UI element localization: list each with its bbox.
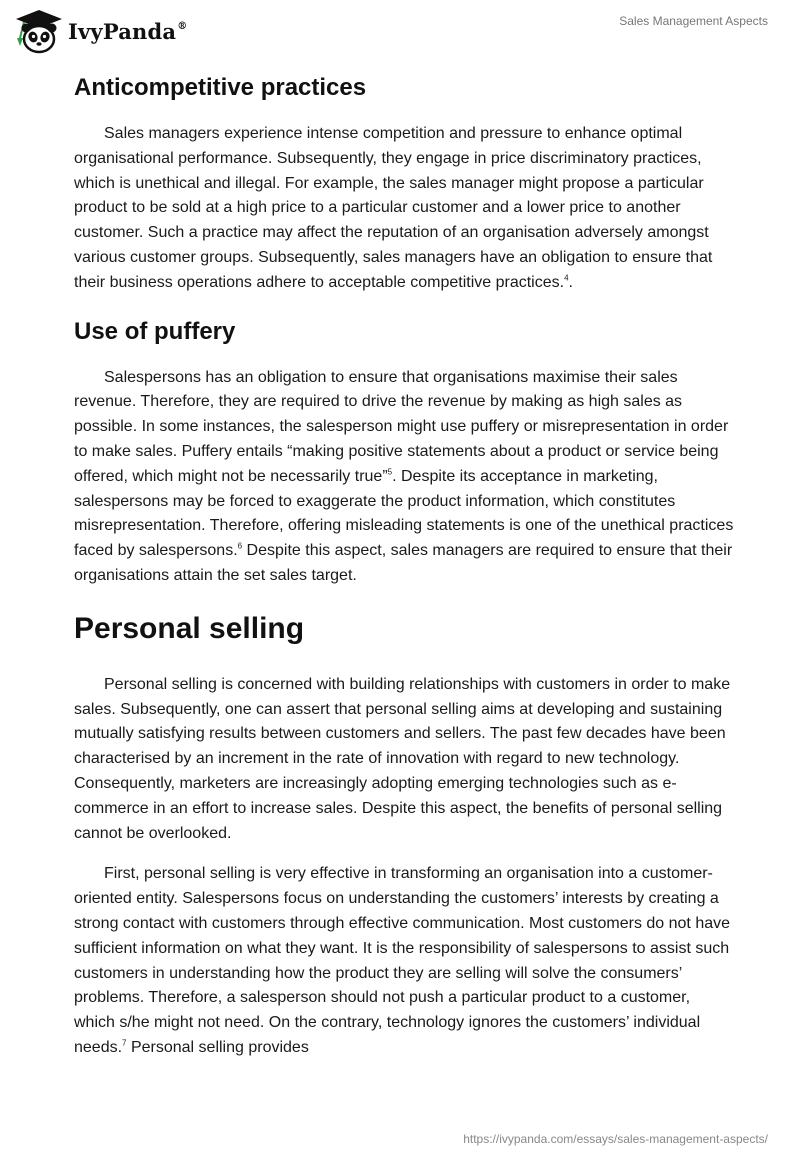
page-header: [0, 0, 800, 66]
paragraph-personal-selling-1: Personal selling is concerned with building relationships with customers in order to make sales. Subsequently, one can assert that personal selling aims at developing and sustaining mutually satisfying results between customers and sellers. The past few decades have been characterised by an increment in the rate of innovation with regard to new technology. Consequently, marketers are increasingly adopting emerging technologies such as e-commerce in an effort to increase sales. Despite this aspect, the benefits of personal selling cannot be overlooked.: [74, 675, 731, 842]
panda-graduate-icon: [14, 8, 64, 54]
brand-name: IvyPanda®: [68, 18, 188, 44]
essay-body: [74, 70, 734, 1061]
brand-logo[interactable]: [14, 8, 187, 54]
footnote-ref[interactable]: 6: [237, 541, 243, 551]
section-heading-puffery: Use of puffery: [74, 317, 236, 345]
footnote-ref[interactable]: 5: [387, 467, 393, 477]
footnote-ref[interactable]: 4: [564, 273, 569, 283]
paragraph-anticompetitive: Sales managers experience intense competition and pressure to enhance optimal organisational performance. Subsequently, they engage in price discriminatory practices, which is unethical and illegal. For example, the sales manager might propose a particular product to be sold at a high price to a particular customer and a lower price to another customer. Such a practice may affect the reputation of an organisation adversely amongst various customer groups. Subsequently, sales managers have an obligation to ensure that their business operations adhere to acceptable competitive practices.$^4$.: [74, 125, 713, 291]
section-heading-anticompetitive: Anticompetitive practices: [74, 74, 367, 101]
paragraph-puffery: Salespersons has an obligation to ensure that organisations maximise their sales revenue. Therefore, they are required to drive the revenue by making as high sales as possible. In some instances, the salesperson might use puffery or misrepresentation in order to make sales. Puffery entails “making positive statements about a product or service being offered, which might not be necessarily true”$^5$. Despite its acceptance in marketing, salespersons may be forced to exaggerate the product information, which constitutes misrepresentation. Therefore, offering misleading statements is one of the unethical practices faced by salespersons.$^6$ Despite this aspect, sales managers are required to ensure that their organisations attain the set sales target.: [74, 368, 734, 584]
footnote-ref[interactable]: 7: [122, 1038, 127, 1048]
paragraph-personal-selling-2: First, personal selling is very effective in transforming an organisation into a customer-oriented entity. Salespersons focus on understanding the customers’ interests by creating a strong contact with customers through effective communication. Most customers do not have sufficient information on what they want. It is the responsibility of salespersons to assist such customers in understanding how the product they are selling will solve the consumers’ problems. Therefore, a salesperson should not push a particular product to a customer, which s/he might not need. On the contrary, technology ignores the customers’ individual needs.$^7$ Personal selling provides: [74, 865, 731, 1056]
document-title: Sales Management Aspects: [619, 14, 768, 28]
source-url-link[interactable]: https://ivypanda.com/essays/sales-management-aspects/: [463, 1132, 768, 1146]
section-heading-personal-selling: Personal selling: [74, 611, 305, 645]
